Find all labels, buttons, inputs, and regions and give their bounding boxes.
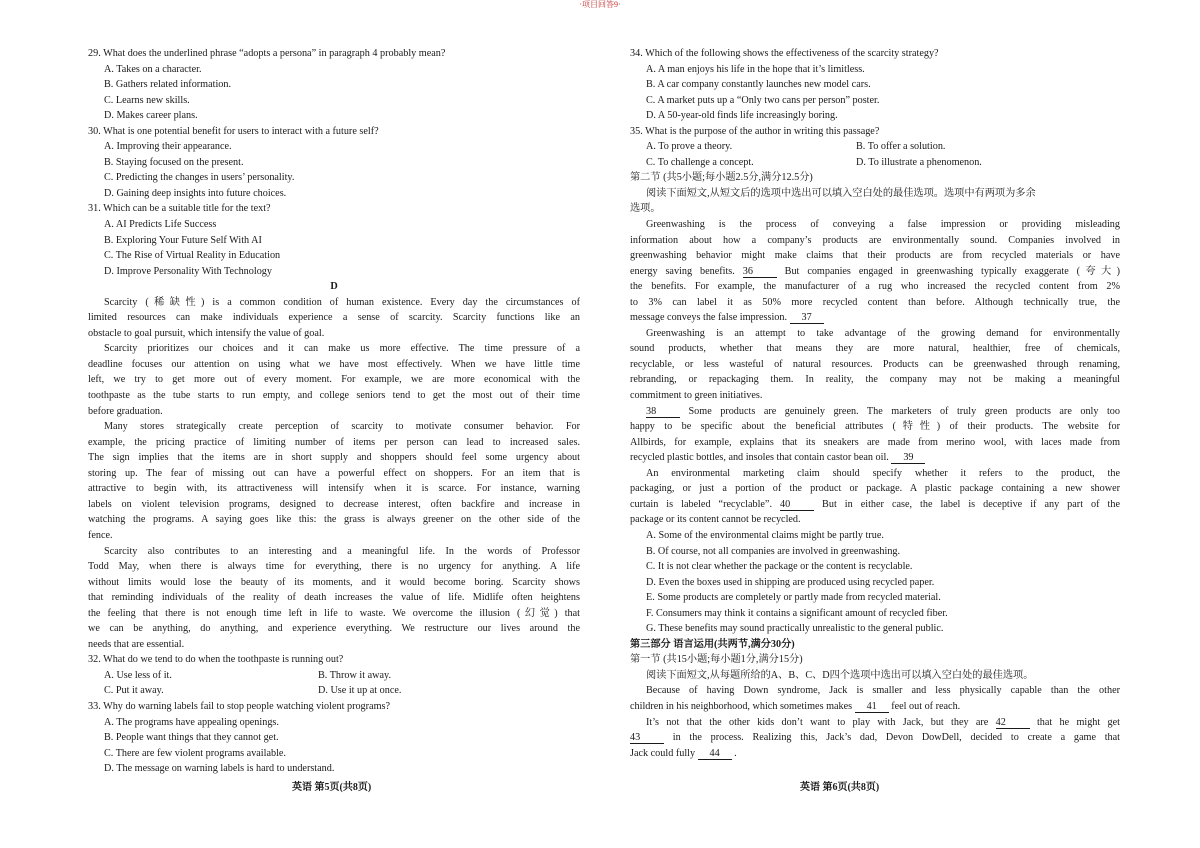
footer-page-6: 英语 第6页(共8页) <box>800 782 880 793</box>
option-text: B. Throw it away. <box>318 669 391 681</box>
option-text: B. To offer a solution. <box>856 141 946 153</box>
answer-blank: 43 <box>630 732 664 744</box>
option-text: D. Use it up at once. <box>318 685 402 697</box>
text-line: G. These benefits may sound practically unrealistic to the general public. <box>646 623 944 635</box>
text-line: limited resources can make individuals experience a sense of scarcity. Scarcity functions like an <box>88 312 580 324</box>
text-line: C. Predicting the changes in users’ personality. <box>104 172 295 184</box>
text-line: B. Gathers related information. <box>104 79 232 91</box>
text-line: 38 Some products are genuinely green. The marketers of truly green products are only too <box>646 405 1120 417</box>
text-line: without limits would lose the beauty of its moments, and it would become boring. Scarcity shows <box>88 576 580 588</box>
text-line: toothpaste as the tube starts to run empty, and college seniors tend to get the most out of their time <box>88 390 580 402</box>
answer-blank: 44 <box>698 748 732 760</box>
text-line: before graduation. <box>88 405 163 417</box>
text-line: 30. What is one potential benefit for users to interact with a future self? <box>88 125 379 137</box>
text-line: C. Learns new skills. <box>104 94 190 106</box>
text-line: fence. <box>88 529 113 541</box>
header-stamp: ·项目回答9· <box>579 0 621 9</box>
text-line: recyclable, or less wasteful of natural resources. Products can be greenwashed through renaming, <box>630 358 1120 370</box>
text-line: labels on violent television programs, designed to decrease interest, often backfire and increase in <box>88 498 580 510</box>
text-line: The sign implies that the items are in short supply and shoppers should feel some urgency about <box>88 452 580 464</box>
option-text: A. Use less of it. <box>104 669 172 681</box>
text-line: Jack could fully 44 . <box>630 747 737 759</box>
option-pair <box>88 683 580 699</box>
text-line: recycled plastic bottles, and insoles that contain castor bean oil. 39 <box>630 450 1120 466</box>
option-pair <box>630 139 1120 155</box>
right-column <box>630 46 1120 761</box>
text-line: packaging, or just a portion of the product or package. A plastic package containing a new shower <box>630 483 1120 495</box>
text-line: 34. Which of the following shows the effectiveness of the scarcity strategy? <box>630 48 939 59</box>
text-line: A. Some of the environmental claims might be partly true. <box>646 529 884 541</box>
text-line: B. Staying focused on the present. <box>104 156 244 168</box>
text-line: Many stores strategically create perception of scarcity to motivate consumer behavior. For <box>104 421 580 433</box>
text-line: A. Takes on a character. <box>104 63 202 75</box>
answer-blank: 37 <box>790 312 824 324</box>
text-line: A. AI Predicts Life Success <box>104 219 217 231</box>
text-line: D. Even the boxes used in shipping are produced using recycled paper. <box>646 576 935 588</box>
text-line: commitment to green initiatives. <box>630 390 763 402</box>
text-line: C. It is not clear whether the package or the content is recyclable. <box>646 561 913 573</box>
text-line: 阅读下面短文,从每题所给的A、B、C、D四个选项中选出可以填入空白处的最佳选项。 <box>646 669 1034 681</box>
text-line: 阅读下面短文,从短文后的选项中选出可以填入空白处的最佳选项。选项中有两项为多余 <box>646 187 1036 199</box>
text-line: C. A market puts up a “Only two cans per person” poster. <box>646 94 880 106</box>
text-line: Scarcity (稀缺性) is a common condition of human existence. Every day the circumstances of <box>104 296 580 308</box>
answer-blank: 40 <box>780 499 814 511</box>
text-line: C. There are few violent programs available. <box>104 747 286 759</box>
answer-blank: 41 <box>855 701 889 713</box>
text-line: D. A 50-year-old finds life increasingly boring. <box>646 110 838 122</box>
text-line: Greenwashing is an attempt to take advantage of the growing demand for environmentally <box>646 327 1120 339</box>
text-line: D. The message on warning labels is hard to understand. <box>104 763 335 775</box>
answer-blank: 36 <box>743 266 777 278</box>
text-line: greenwashing behavior might make claims that their products are from recycled materials or have <box>630 250 1120 262</box>
text-line: 33. Why do warning labels fail to stop people watching violent programs? <box>88 700 390 712</box>
text-line: D. Improve Personality With Technology <box>104 265 272 277</box>
text-line: B. Exploring Your Future Self With AI <box>104 234 262 246</box>
option-pair <box>630 155 1120 171</box>
text-line: watching the programs. A saying goes like this: the grass is always greener on the other side of the <box>88 514 580 526</box>
section-heading: D <box>330 281 338 293</box>
text-line: energy saving benefits. 36 But companies engaged in greenwashing typically exaggerate (夸大) <box>630 265 1120 277</box>
left-column <box>88 46 580 777</box>
text-line: Because of having Down syndrome, Jack is smaller and less physically capable than the other <box>646 685 1120 697</box>
text-line: A. The programs have appealing openings. <box>104 716 279 728</box>
text-line: left, we try to get more out of every moment. For example, we are more economical with the <box>88 374 580 386</box>
text-line: It’s not that the other kids don’t want to play with Jack, but they are 42 that he might get <box>646 716 1120 728</box>
text-line: sound products, whether that means they are more natural, healthier, free of chemicals, <box>630 343 1120 355</box>
text-line: Greenwashing is the process of conveying a false impression or providing misleading <box>646 219 1120 231</box>
text-line: attractive to begin with, its attractiveness will intensify when it is scarce. For instance, warning <box>88 483 580 495</box>
text-line: B. People want things that they cannot get. <box>104 732 279 744</box>
option-text: C. To challenge a concept. <box>646 156 754 168</box>
text-line: 32. What do we tend to do when the toothpaste is running out? <box>88 654 344 666</box>
text-line: F. Consumers may think it contains a significant amount of recycled fiber. <box>646 607 948 619</box>
text-line: D. Makes career plans. <box>104 110 198 122</box>
text-line: 选项。 <box>630 203 661 215</box>
text-line: Scarcity prioritizes our choices and it can make us more effective. The time pressure of a <box>104 343 580 355</box>
text-line: message conveys the false impression. 37 <box>630 310 1120 326</box>
text-line: C. The Rise of Virtual Reality in Education <box>104 250 281 262</box>
text-line: information about how a company’s products are environmentally sound. Companies involved in <box>630 234 1120 246</box>
text-line: obstacle to goal pursuit, which intensify the value of goal. <box>88 327 325 339</box>
answer-blank: 38 <box>646 406 680 418</box>
text-line: storing up. The fear of missing out can have a powerful effect on shoppers. For an item that is <box>88 467 580 479</box>
text-line: 31. Which can be a suitable title for the text? <box>88 203 271 215</box>
text-line: 第二节 (共5小题;每小题2.5分,满分12.5分) <box>630 172 813 184</box>
answer-blank: 42 <box>996 717 1030 729</box>
text-line: needs that are essential. <box>88 638 185 650</box>
text-line: deadline focuses our attention on using what we have most effectively. When we have little time <box>88 358 580 370</box>
text-line: example, the pricing practice of limiting number of items per person can lead to increased sales. <box>88 436 580 448</box>
text-line: 35. What is the purpose of the author in writing this passage? <box>630 125 880 137</box>
text-line: B. A car company constantly launches new model cars. <box>646 79 871 91</box>
text-line: the benefits. For example, the manufacturer of a rug who increased the recycled content from 2% <box>630 281 1120 293</box>
answer-blank: 39 <box>891 452 925 464</box>
option-text: C. Put it away. <box>104 685 164 697</box>
text-line: An environmental marketing claim should specify whether it refers to the product, the <box>646 467 1120 479</box>
text-line: 第一节 (共15小题;每小题1分,满分15分) <box>630 654 803 666</box>
text-line: the feeling that there is not enough time left in life to waste. We overcome the illusion (幻觉) that <box>88 607 580 619</box>
text-line: 43 in the process. Realizing this, Jack’s dad, Devon DowDell, decided to create a game that <box>630 732 1120 744</box>
text-line: 29. What does the underlined phrase “adopts a persona” in paragraph 4 probably mean? <box>88 48 446 59</box>
text-line: curtain is labeled “recyclable”. 40 But in either case, the label is deceptive if any part of the <box>630 498 1120 510</box>
text-line: we can be anything, do anything, and experience everything. We restructure our lives around the <box>88 623 580 635</box>
footer-page-5: 英语 第5页(共8页) <box>292 782 372 793</box>
option-text: D. To illustrate a phenomenon. <box>856 156 982 168</box>
text-line: Scarcity also contributes to an interesting and a meaningful life. In the words of Professor <box>104 545 580 557</box>
option-pair <box>88 668 580 684</box>
text-line: package or its content cannot be recycled. <box>630 514 801 526</box>
text-line: children in his neighborhood, which sometimes makes 41 feel out of reach. <box>630 700 961 712</box>
text-line: rebranding, or repackaging them. In reality, the company may not be making a meaningful <box>630 374 1120 386</box>
text-line: A. A man enjoys his life in the hope that it’s limitless. <box>646 63 865 75</box>
text-line: Todd May, when there is always time for everything, there is no urgency for anything. A life <box>88 561 580 573</box>
text-line: E. Some products are completely or partly made from recycled material. <box>646 592 941 604</box>
text-line: D. Gaining deep insights into future choices. <box>104 187 287 199</box>
text-line: A. Improving their appearance. <box>104 141 232 153</box>
text-line: 第三部分 语言运用(共两节,满分30分) <box>630 638 795 650</box>
option-text: A. To prove a theory. <box>646 141 733 153</box>
text-line: Allbirds, for example, explains that its sneakers are made from merino wool, with laces made from <box>630 436 1120 448</box>
text-line: B. Of course, not all companies are involved in greenwashing. <box>646 545 901 557</box>
text-line: to 3% can label it as 50% more recycled content than before. Although technically true, the <box>630 296 1120 308</box>
text-line: that reminding individuals of the reality of death increases the value of life. Midlife often heightens <box>88 592 580 604</box>
text-line: happy to be specific about the beneficial attributes (特性) of their products. The website for <box>630 421 1120 433</box>
